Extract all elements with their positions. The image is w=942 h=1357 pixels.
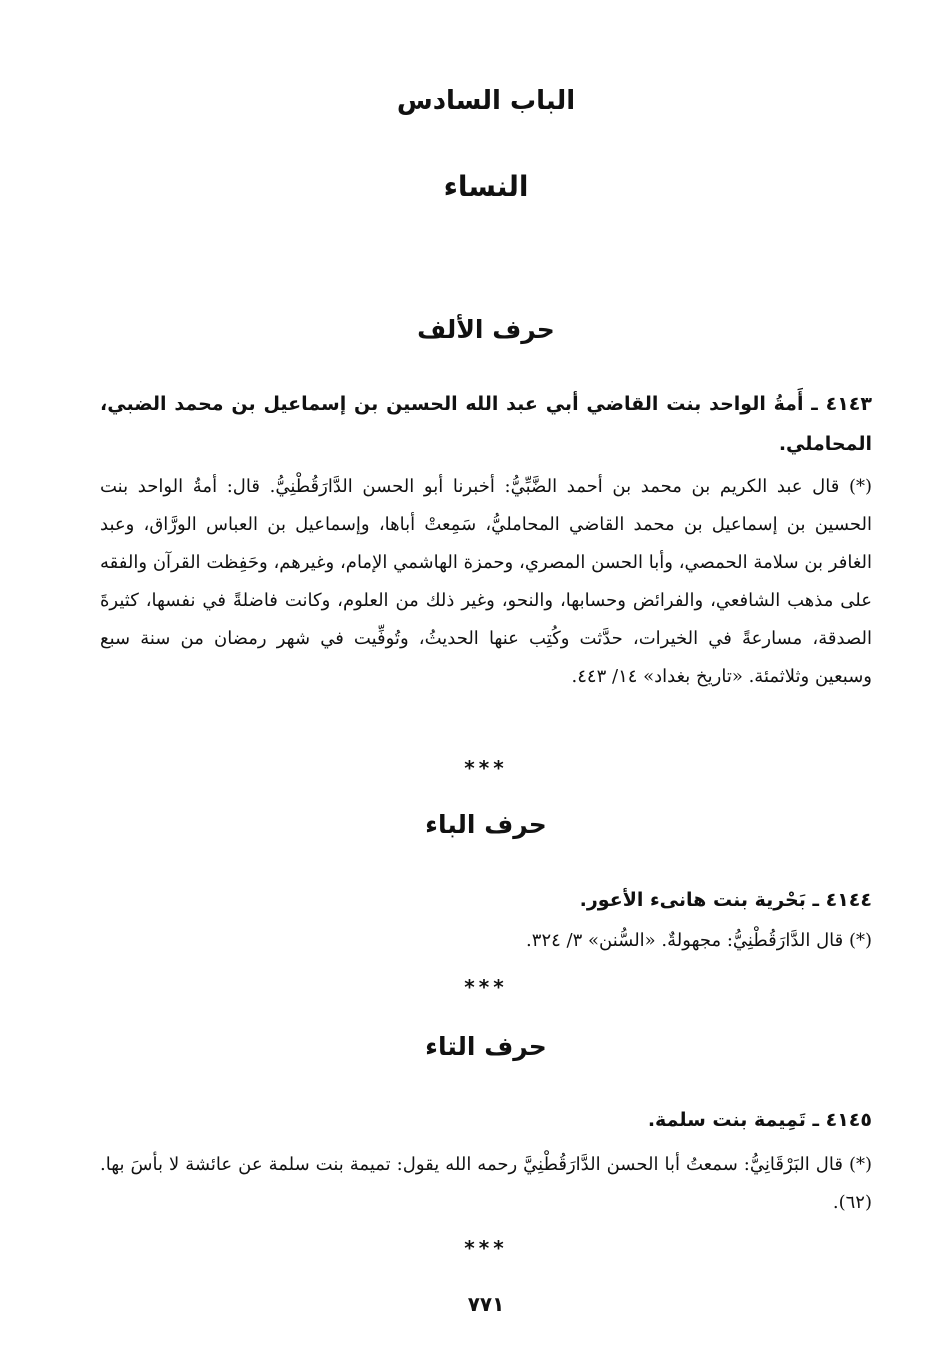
entry-body-4143: (*) قال عبد الكريم بن محمد بن أحمد الضَّبِّيُّ: أخبرنا أبو الحسن الدَّارَقُطْنِيُّ. قال: أمةُ الواحد بنت الحسين بن إسماعيل بن محمد القاضي المحامليُّ، سَمِعتْ أباها، وإسماعيل بن العباس الورَّاق، وعبد الغافر بن سلامة الحمصي، وأبا الحسن المصري، وحمزة الهاشمي الإمام، وغيرهم، وحَفِظت القرآن والفقه على مذهب الشافعي، والفرائض وحسابها، والنحو، وغير ذلك من العلوم، وكانت فاضلةً في نفسها، كثيرةَ الصدقة، مسارعةً في الخيرات، حدَّثت وكُتِب عنها الحديثُ، وتُوفِّيت في شهر رمضان من سنة سبع وسبعين وثلاثمئة. «تاريخ بغداد» ١٤/ ٤٤٣. [100,476,872,687]
book-page [100,0,872,1357]
section-title: النساء [443,170,529,203]
letter-heading-alif: حرف الألف [417,315,555,344]
chapter-title: الباب السادس [396,86,576,116]
page-number: ٧٧١ [467,1292,505,1316]
entry-title-4144: ٤١٤٤ ـ بَحْرية بنت هانىء الأعور. [579,889,872,911]
entry-title-4143: ٤١٤٣ ـ أَمةُ الواحد بنت القاضي أبي عبد الله الحسين بن إسماعيل بن محمد الضبي، المحاملي. [100,393,872,455]
entry-body-4144: (*) قال الدَّارَقُطْنِيُّ: مجهولةٌ. «السُّنن» ٣/ ٣٢٤. [526,930,872,951]
entry-body-4145: (*) قال البَرْقَانِيُّ: سمعتُ أبا الحسن الدَّارَقُطْنِيَّ رحمه الله يقول: تميمة بنت سلمة عن عائشة لا بأسَ بها. (٦٢). [100,1154,872,1213]
section-separator: *** [464,1236,508,1260]
section-separator: *** [464,756,508,780]
letter-heading-ba: حرف الباء [425,810,547,839]
entry-title-4145: ٤١٤٥ ـ تَمِيمة بنت سلمة. [647,1109,872,1131]
section-separator: *** [464,975,508,999]
letter-heading-ta: حرف التاء [425,1032,547,1061]
